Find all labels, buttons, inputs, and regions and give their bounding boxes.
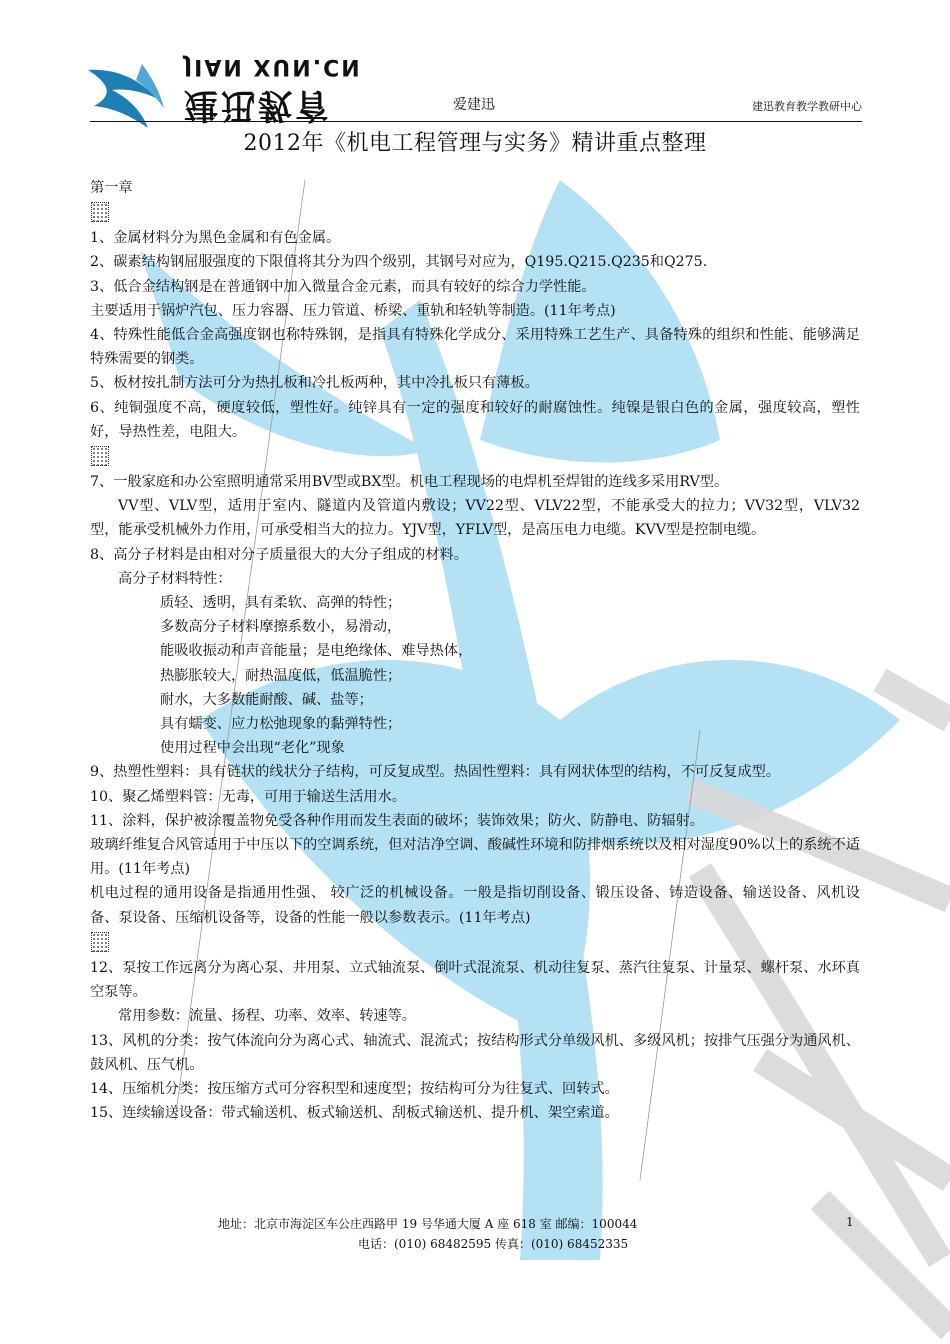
- paragraph: 5、板材按扎制方法可分为热扎板和冷扎板两种，其中冷扎板只有薄板。: [90, 375, 539, 392]
- footer-phone: 电话：(010) 68482595 传真：(010) 68452335: [358, 1237, 629, 1251]
- paragraph: 4、特殊性能低合金高强度钢也称特殊钢，是指具有特殊化学成分、采用特殊工艺生产、具备特殊的组织和性能、能够满足特殊需要的钢类。: [90, 327, 860, 368]
- page-number: 1: [846, 1215, 854, 1229]
- paragraph: 第一章: [90, 180, 133, 196]
- section-marker-icon: [91, 446, 109, 466]
- paragraph: 15、连续输送设备：带式输送机、板式输送机、刮板式输送机、提升机、架空索道。: [90, 1105, 619, 1122]
- paragraph: 玻璃纤维复合风管适用于中压以下的空调系统，但对洁净空调、酸碱性环境和防排烟系统以及相对湿度90%以上的系统不适用。(11年考点): [90, 837, 860, 878]
- paragraph: 使用过程中会出现“老化”现象: [160, 740, 345, 757]
- paragraph: 质轻、透明，具有柔软、高弹的特性；: [160, 595, 402, 612]
- paragraph: 常用参数：流量、扬程、功率、效率、转速等。: [118, 1008, 416, 1025]
- footer-address: 地址：北京市海淀区车公庄西路甲 19 号华通大厦 A 座 618 室 邮编：100044: [218, 1217, 638, 1231]
- paragraph: 3、低合金结构钢是在普通钢中加入微量合金元素，而具有较好的综合力学性能。: [90, 278, 596, 295]
- section-marker-icon: [91, 202, 109, 222]
- document-title: 2012年《机电工程管理与实务》精讲重点整理: [243, 131, 707, 156]
- paragraph: 8、高分子材料是由相对分子质量很大的大分子组成的材料。: [90, 546, 468, 563]
- header-divider: [90, 121, 862, 122]
- logo-brand-text: 建迅教育: [184, 85, 332, 125]
- paragraph: 热膨胀较大，耐热温度低，低温脆性；: [160, 667, 402, 684]
- paragraph: 2、碳素结构钢屈服强度的下限值将其分为四个级别，其钢号对应为，Q195.Q215.Q235和Q275.: [90, 254, 708, 271]
- paragraph: 14、压缩机分类：按压缩方式可分容积型和速度型；按结构可分为往复式、回转式。: [90, 1080, 619, 1097]
- paragraph: 主要适用于锅炉汽包、压力容器、压力管道、桥梁、重轨和轻轨等制造。(11年考点): [90, 302, 616, 319]
- paragraph: 13、风机的分类：按气体流向分为离心式、轴流式、混流式；按结构形式分单级风机、多级风机；按排气压强分为通风机、鼓风机、压气机。: [90, 1032, 860, 1073]
- paragraph: 11、涂料，保护被涂覆盖物免受各种作用而发生表面的破坏；装饰效果；防火、防静电、防辐射。: [90, 812, 704, 829]
- paragraph: 多数高分子材料摩擦系数小，易滑动，: [160, 619, 402, 636]
- document-body: [90, 176, 860, 1125]
- paragraph: 耐水，大多数能耐酸、碱、盐等；: [160, 691, 373, 708]
- paragraph: 9、热塑性塑料：具有链状的线状分子结构，可反复成型。热固性塑料：具有网状体型的结构，不可反复成型。: [90, 764, 781, 781]
- paragraph: VV型、VLV型，适用于室内、隧道内及管道内敷设；VV22型、VLV22型，不能承受大的拉力；VV32型，VLV32型，能承受机械外力作用，可承受相当大的拉力。YJV型，YFLV型，是高压电力电缆。KVV型是控制电缆。: [90, 498, 860, 539]
- paragraph: 1、金属材料分为黑色金属和有色金属。: [90, 230, 341, 247]
- paragraph: 12、泵按工作远离分为离心泵、井用泵、立式轴流泵、倒叶式混流泵、机动往复泵、蒸汽往复泵、计量泵、螺杆泵、水环真空泵等。: [90, 959, 860, 1001]
- paragraph: 能吸收振动和声音能量；是电绝缘体、难导热体，: [160, 643, 473, 660]
- brand-logo: [86, 54, 386, 134]
- logo-domain-text: JIAN XUN.CN: [184, 54, 362, 79]
- paragraph: 7、一般家庭和办公室照明通常采用BV型或BX型。机电工程现场的电焊机至焊钳的连线多采用RV型。: [90, 474, 729, 491]
- logo-swoosh-icon: [86, 58, 186, 134]
- paragraph: 具有蠕变、应力松弛现象的黏弹特性；: [160, 716, 402, 733]
- paragraph: 机电过程的通用设备是指通用性强、 较广泛的机械设备。一般是指切削设备、锻压设备、铸造设备、输送设备、风机设备、泵设备、压缩机设备等，设备的性能一般以参数表示。(11年考点): [90, 885, 860, 926]
- paragraph: 高分子材料特性：: [118, 570, 232, 587]
- section-marker-icon: [91, 932, 109, 952]
- header-center-text: 爱建迅: [453, 97, 495, 113]
- paragraph: 10、聚乙烯塑料管：无毒，可用于输送生活用水。: [90, 788, 406, 805]
- header-right-text: 建迅教育教学教研中心: [752, 100, 862, 113]
- paragraph: 6、纯铜强度不高，硬度较低，塑性好。纯锌具有一定的强度和较好的耐腐蚀性。纯镍是银白色的金属，强度较高，塑性好，导热性差，电阻大。: [90, 399, 860, 440]
